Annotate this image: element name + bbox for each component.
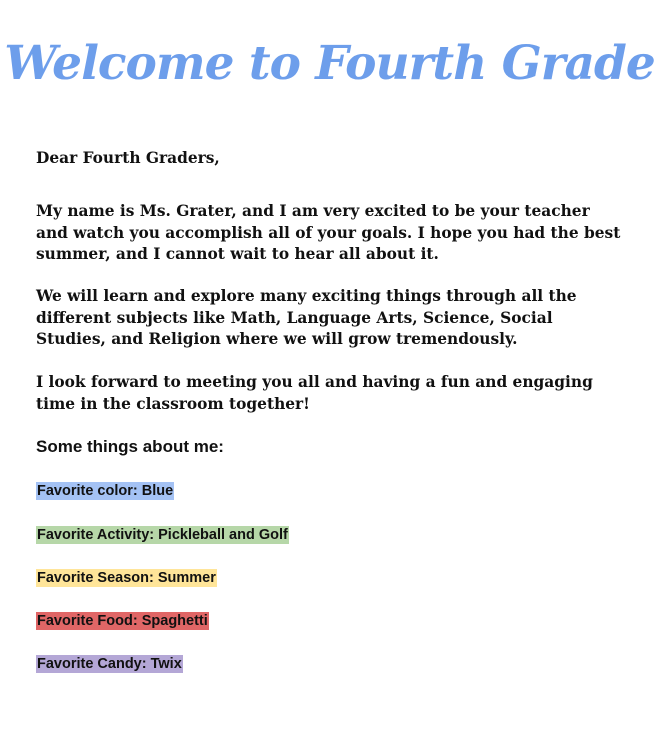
letter-greeting: Dear Fourth Graders, [36, 149, 220, 167]
page-title: Welcome to Fourth Grade [4, 36, 655, 91]
favorite-color-item: Favorite color: Blue [37, 483, 174, 499]
favorite-season-item: Favorite Season: Summer [37, 570, 216, 586]
favorite-activity-item: Favorite Activity: Pickleball and Golf [37, 527, 288, 543]
about-me-heading: Some things about me: [36, 437, 224, 456]
letter-paragraph-closing: I look forward to meeting you all and having a fun and engaging time in the classroom together! [36, 373, 593, 413]
letter-paragraph-subjects: We will learn and explore many exciting things through all the different subjects like Math, Language Arts, Science, Social Studies, and Religion where we will grow tremendously. [36, 287, 577, 348]
favorite-candy-item: Favorite Candy: Twix [37, 656, 182, 672]
favorite-food-item: Favorite Food: Spaghetti [37, 613, 208, 629]
letter-paragraph-intro: My name is Ms. Grater, and I am very excited to be your teacher and watch you accomplish all of your goals. I hope you had the best summer, and I cannot wait to hear all about it. [36, 202, 621, 263]
